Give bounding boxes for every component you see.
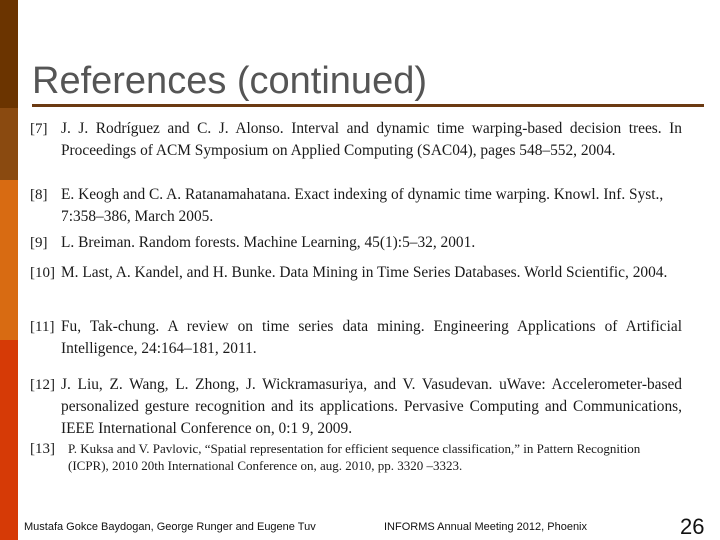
reference-number: [13] xyxy=(30,441,55,457)
sidebar-segment-red-orange xyxy=(0,340,18,540)
reference-item xyxy=(30,232,682,254)
page-number: 26 xyxy=(680,514,705,539)
reference-text: M. Last, A. Kandel, and H. Bunke. Data Mining in Time Series Databases. World Scientific, 2004. xyxy=(61,264,668,281)
sidebar-accent-bar xyxy=(0,0,18,540)
reference-text: J. J. Rodríguez and C. J. Alonso. Interval and dynamic time warping-based decision trees. In Proceedings of ACM Symposium on Applied Computing (SAC04), pages 548–552, 2004. xyxy=(61,120,682,159)
reference-text: P. Kuksa and V. Pavlovic, “Spatial representation for efficient sequence classification,” in Pattern Recognition (ICPR), 2010 20th International Conference on, aug. 2010, pp. 3320 –3323. xyxy=(68,441,641,473)
reference-item xyxy=(30,262,682,284)
slide-title: References (continued) xyxy=(32,60,427,102)
footer-event: INFORMS Annual Meeting 2012, Phoenix xyxy=(384,521,588,533)
reference-number: [12] xyxy=(30,377,55,393)
reference-item xyxy=(30,184,682,228)
sidebar-segment-dark-brown xyxy=(0,0,18,108)
reference-item xyxy=(30,438,682,474)
reference-text: J. Liu, Z. Wang, L. Zhong, J. Wickramasuriya, and V. Vasudevan. uWave: Accelerometer-based personalized gesture recognition and its applications. Pervasive Computing and Communications, IEEE International Conference on, 0:1 9, 2009. xyxy=(61,376,682,437)
reference-text: E. Keogh and C. A. Ratanamahatana. Exact indexing of dynamic time warping. Knowl. Inf. Syst., 7:358–386, March 2005. xyxy=(61,186,664,225)
reference-number: [10] xyxy=(30,265,55,281)
reference-item xyxy=(30,118,682,162)
reference-number: [11] xyxy=(30,319,55,335)
footer-authors: Mustafa Gokce Baydogan, George Runger and Eugene Tuv xyxy=(24,521,316,533)
sidebar-segment-orange xyxy=(0,180,18,340)
reference-number: [9] xyxy=(30,235,48,251)
sidebar-segment-brown xyxy=(0,108,18,180)
title-underline xyxy=(32,104,704,107)
reference-text: L. Breiman. Random forests. Machine Learning, 45(1):5–32, 2001. xyxy=(61,234,476,251)
reference-text: Fu, Tak-chung. A review on time series data mining. Engineering Applications of Artificial Intelligence, 24:164–181, 2011. xyxy=(61,318,682,357)
reference-number: [8] xyxy=(30,187,48,203)
reference-item xyxy=(30,316,682,360)
reference-number: [7] xyxy=(30,121,48,137)
reference-item xyxy=(30,374,682,440)
